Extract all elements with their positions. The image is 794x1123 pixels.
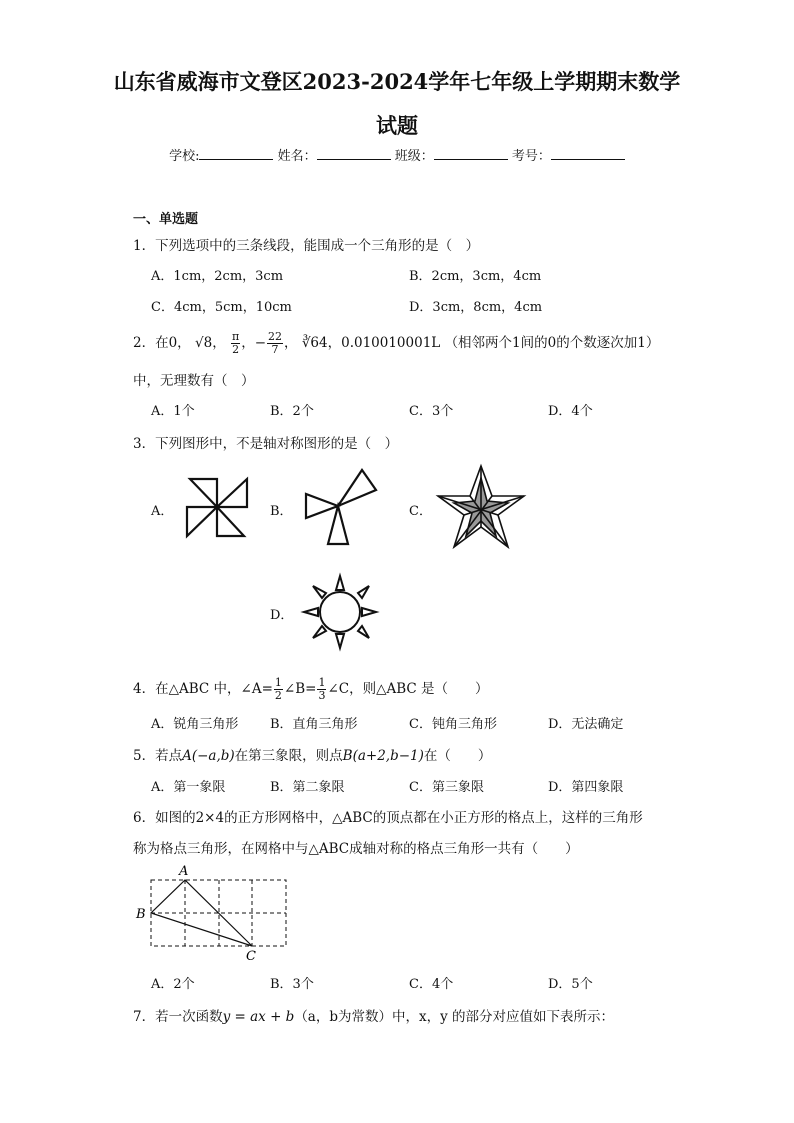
q2-cube-root: ∛64 bbox=[301, 335, 328, 351]
q2-decimal: ，0.010010001L bbox=[327, 335, 441, 351]
star-figure[interactable] bbox=[436, 463, 526, 553]
q2-option-d[interactable]: D．4个 bbox=[548, 404, 593, 419]
q5-point-a: A(−a,b) bbox=[182, 748, 235, 764]
q4-part1: 4．在△ABC 中，∠A= bbox=[133, 681, 273, 697]
q2-option-b[interactable]: B．2个 bbox=[270, 404, 314, 419]
question-2-stem: 2．在0， √8， $\frac{\pi}{2}$ ，− $\frac{22}{7}$ ， ∛64，0.010010001L （相邻两个1间的0的个数逐次加1） bbox=[133, 330, 660, 356]
q2-frac-pi-over-2: $\frac{\pi}{2}$ bbox=[231, 330, 240, 356]
q1-option-a[interactable]: A．1cm，2cm，3cm bbox=[151, 269, 284, 284]
q7-part1: 7．若一次函数 bbox=[133, 1009, 223, 1025]
student-info-line bbox=[0, 145, 794, 164]
question-5-stem bbox=[133, 744, 491, 764]
q5-option-c[interactable]: C．第三象限 bbox=[409, 780, 484, 795]
question-4-stem bbox=[133, 672, 489, 706]
exam-number-blank[interactable] bbox=[551, 147, 625, 160]
question-6-line1: 6．如图的2×4的正方形网格中，△ABC的顶点都在小正方形的格点上，这样的三角形 bbox=[133, 810, 643, 826]
q5-part3: 在（ ） bbox=[423, 748, 492, 764]
q2-option-c[interactable]: C．3个 bbox=[409, 404, 454, 419]
question-7-stem bbox=[133, 1005, 614, 1025]
q4-option-a[interactable]: A．锐角三角形 bbox=[151, 717, 239, 732]
exam-number-label: 考号： bbox=[511, 149, 551, 164]
q3-option-a-label[interactable]: A． bbox=[151, 504, 174, 519]
vertex-c-label: C bbox=[246, 949, 256, 964]
q1-option-d[interactable]: D．3cm，8cm，4cm bbox=[409, 300, 543, 315]
question-6-line2: 称为格点三角形，在网格中与△ABC成轴对称的格点三角形一共有（ ） bbox=[133, 841, 579, 857]
question-2-line2: 中，无理数有（ ） bbox=[133, 373, 255, 389]
vertex-a-label: A bbox=[179, 864, 189, 879]
q4-part3: ∠C，则△ABC 是（ ） bbox=[327, 681, 489, 697]
q4-frac-half: $\frac{1}{2}$ bbox=[274, 676, 282, 702]
q6-option-d[interactable]: D．5个 bbox=[548, 977, 593, 992]
question-1-stem: 1．下列选项中的三条线段，能围成一个三角形的是（ ） bbox=[133, 238, 480, 254]
q2-note: （相邻两个1间的0的个数逐次加1） bbox=[444, 335, 660, 351]
q4-frac-third: $\frac{1}{3}$ bbox=[318, 676, 326, 702]
class-label: 班级： bbox=[394, 149, 434, 164]
q5-option-a[interactable]: A．第一象限 bbox=[151, 780, 226, 795]
page-title-line2: 试题 bbox=[376, 113, 418, 138]
question-3-stem: 3．下列图形中，不是轴对称图形的是（ ） bbox=[133, 436, 399, 452]
page-title: 山东省威海市文登区2023-2024学年七年级上学期期末数学 bbox=[113, 69, 681, 94]
q3-option-c-label[interactable]: C． bbox=[409, 504, 432, 519]
q5-option-d[interactable]: D．第四象限 bbox=[548, 780, 624, 795]
q2-option-a[interactable]: A．1个 bbox=[151, 404, 195, 419]
name-label: 姓名： bbox=[277, 149, 317, 164]
q5-part1: 5．若点 bbox=[133, 748, 183, 764]
q7-formula: y = ax + b bbox=[222, 1009, 295, 1025]
q3-option-b-label[interactable]: B． bbox=[270, 504, 293, 519]
name-blank[interactable] bbox=[317, 147, 391, 160]
q5-point-b: B(a+2,b−1) bbox=[342, 748, 424, 764]
q6-option-b[interactable]: B．3个 bbox=[270, 977, 314, 992]
q4-part2: ∠B= bbox=[283, 681, 317, 697]
q2-sqrt8: √8 bbox=[194, 335, 213, 351]
q4-option-c[interactable]: C．钝角三角形 bbox=[409, 717, 497, 732]
pinwheel-figure[interactable] bbox=[180, 474, 254, 540]
q2-neg-sign: − bbox=[254, 335, 267, 351]
q2-prefix: 2．在0， bbox=[133, 335, 191, 351]
grid-triangle-figure bbox=[133, 862, 303, 962]
q4-option-d[interactable]: D．无法确定 bbox=[548, 717, 624, 732]
q3-option-d-label[interactable]: D． bbox=[270, 608, 294, 623]
propeller-figure[interactable] bbox=[300, 466, 380, 548]
class-blank[interactable] bbox=[434, 147, 508, 160]
q7-part2: （a，b为常数）中，x，y 的部分对应值如下表所示： bbox=[294, 1009, 615, 1025]
vertex-b-label: B bbox=[136, 907, 146, 922]
section-heading: 一、单选题 bbox=[133, 212, 199, 227]
q5-option-b[interactable]: B．第二象限 bbox=[270, 780, 345, 795]
q2-frac-22-over-7: $\frac{22}{7}$ bbox=[268, 330, 283, 356]
q1-option-b[interactable]: B．2cm，3cm，4cm bbox=[409, 269, 542, 284]
q6-option-a[interactable]: A．2个 bbox=[151, 977, 195, 992]
school-label: 学校: bbox=[169, 149, 200, 164]
q6-option-c[interactable]: C．4个 bbox=[409, 977, 454, 992]
q4-option-b[interactable]: B．直角三角形 bbox=[270, 717, 358, 732]
q1-option-c[interactable]: C．4cm，5cm，10cm bbox=[151, 300, 292, 315]
school-blank[interactable] bbox=[199, 147, 273, 160]
sun-figure[interactable] bbox=[295, 568, 385, 656]
q5-part2: 在第三象限，则点 bbox=[234, 748, 343, 764]
